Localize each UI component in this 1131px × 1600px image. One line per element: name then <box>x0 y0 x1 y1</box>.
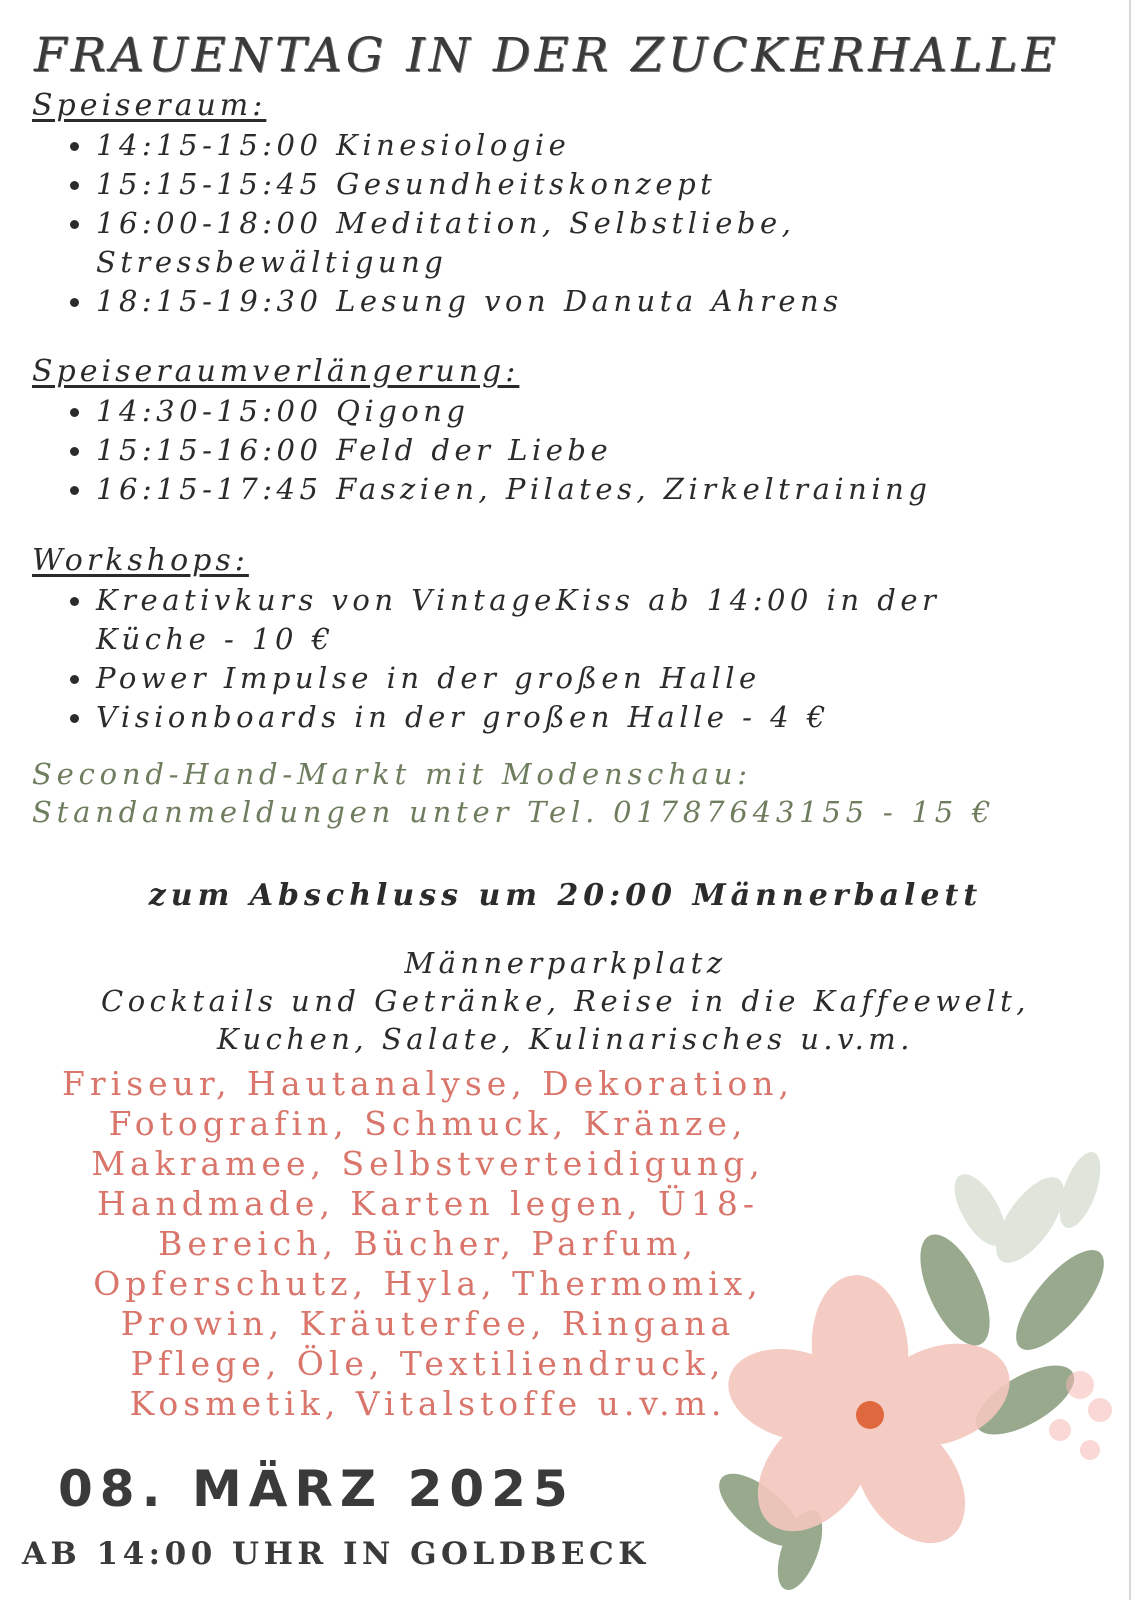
list-item: 15:15-15:45 Gesundheitskonzept <box>60 165 843 204</box>
list-item: 18:15-19:30 Lesung von Danuta Ahrens <box>60 282 843 321</box>
workshops-list <box>60 581 940 737</box>
parking-line-2: Cocktails und Getränke, Reise in die Kaffeewelt, <box>101 984 1030 1018</box>
list-item: Visionboards in der großen Halle - 4 € <box>60 698 940 737</box>
parking-title: Männerparkplatz <box>404 946 727 980</box>
list-item: 14:30-15:00 Qigong <box>60 392 931 431</box>
vendor-line: Makramee, Selbstverteidigung, <box>91 1144 765 1183</box>
list-item-continuation: Küche - 10 € <box>96 622 335 656</box>
vendor-line: Bereich, Bücher, Parfum, <box>158 1224 698 1263</box>
list-item: Power Impulse in der großen Halle <box>60 659 940 698</box>
list-item: 16:00-18:00 Meditation, Selbstliebe, <box>60 204 843 243</box>
list-item: Kreativkurs von VintageKiss ab 14:00 in der <box>60 581 940 620</box>
list-item-continuation: Stressbewältigung <box>96 245 448 279</box>
parking-line-3: Kuchen, Salate, Kulinarisches u.v.m. <box>216 1022 915 1056</box>
section-heading-speiseraum: Speiseraum: <box>32 88 267 123</box>
section-heading-workshops: Workshops: <box>32 543 249 578</box>
flower-center-icon <box>856 1401 884 1429</box>
section-heading-speiseraumverlaengerung: Speiseraumverlängerung: <box>32 354 520 389</box>
list-item: 14:15-15:00 Kinesiologie <box>60 126 843 165</box>
vendor-line: Friseur, Hautanalyse, Dekoration, <box>61 1064 794 1103</box>
page-title: FRAUENTAG IN DER ZUCKERHALLE <box>34 28 1060 83</box>
market-line-1: Second-Hand-Markt mit Modenschau: <box>32 757 752 791</box>
vendor-line: Kosmetik, Vitalstoffe u.v.m. <box>129 1384 727 1423</box>
vendor-line: Pflege, Öle, Textiliendruck, <box>130 1344 726 1383</box>
list-item: 15:15-16:00 Feld der Liebe <box>60 431 931 470</box>
vendor-line: Handmade, Karten legen, Ü18- <box>97 1184 759 1223</box>
event-date: 08. MÄRZ 2025 <box>58 1460 575 1518</box>
list-item: 16:15-17:45 Faszien, Pilates, Zirkeltraining <box>60 470 931 509</box>
event-time-location: AB 14:00 UHR IN GOLDBECK <box>22 1536 650 1572</box>
speiseraumverlaengerung-list <box>60 392 931 509</box>
vendor-line: Opferschutz, Hyla, Thermomix, <box>93 1264 763 1303</box>
vendor-line: Fotografin, Schmuck, Kränze, <box>108 1104 748 1143</box>
closing-highlight: zum Abschluss um 20:00 Männerbalett <box>148 878 983 913</box>
watercolor-flower-icon <box>650 1150 1128 1600</box>
speiseraum-list <box>60 126 843 321</box>
vendor-line: Prowin, Kräuterfee, Ringana <box>120 1304 736 1343</box>
market-line-2: Standanmeldungen unter Tel. 01787643155 - 15 € <box>32 795 996 829</box>
